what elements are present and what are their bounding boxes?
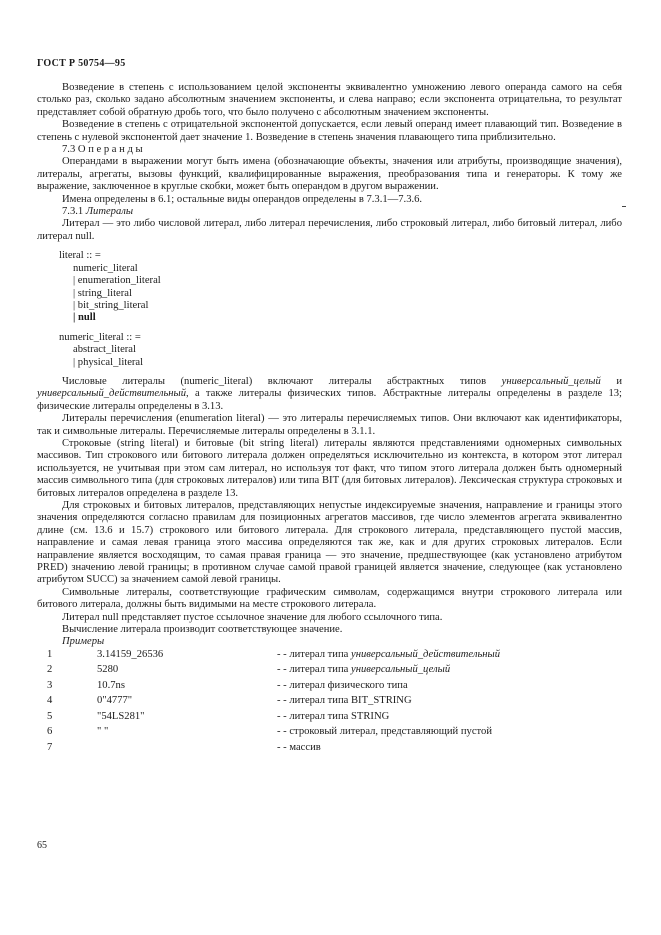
grammar-line: numeric_literal	[73, 262, 138, 274]
examples-title-text: Примеры	[62, 636, 105, 648]
paragraph: Символьные литералы, соответствующие графическим символам, содержащимся внутри строкового литерала или битового литерала, должны быть видимыми на месте строкового литерала.	[37, 586, 622, 611]
example-description	[277, 649, 500, 665]
example-value: "54LS281"	[97, 710, 145, 722]
example-description-text: - - литерал типа BIT_STRING	[277, 695, 412, 707]
example-number: 5	[47, 710, 53, 722]
example-value: " "	[97, 726, 109, 738]
example-row	[47, 726, 500, 742]
grammar-line: abstract_literal	[73, 344, 136, 356]
example-number: 2	[47, 664, 53, 676]
grammar-line: literal :: =	[59, 250, 101, 262]
grammar-block	[37, 250, 622, 369]
grammar-line: | enumeration_literal	[73, 275, 161, 287]
grammar-line: | null	[73, 312, 96, 324]
example-value	[97, 742, 277, 758]
section-number: 7.3.1	[62, 206, 84, 218]
example-description-text: - - строковый литерал, представляющий пустой	[277, 726, 492, 738]
example-description	[277, 680, 500, 696]
example-value: 10.7ns	[97, 679, 125, 691]
example-number: 4	[47, 695, 53, 707]
example-description-text: - - литерал физического типа	[277, 679, 408, 691]
grammar-line: | string_literal	[73, 287, 132, 299]
example-description	[277, 711, 500, 727]
paragraph: Вычисление литерала производит соответствующее значение.	[62, 624, 343, 636]
example-value: 0"4777"	[97, 695, 133, 707]
paragraph: Возведение в степень с использованием целой экспоненты эквивалентно умножению левого операнда самого на себя столько раз, сколько задано абсолютным значением экспоненты, и слева направо; если экспонента отрицательна, то результат представляет собой обратную дробь того, что было получено с абсолютным значением экспоненты.	[37, 82, 622, 118]
paragraph: Литерал — это либо числовой литерал, либо литерал перечисления, либо строковый литерал, либо битовый литерал, либо литерал null.	[37, 218, 622, 242]
example-value: 5280	[97, 664, 119, 676]
example-number: 6	[47, 726, 53, 738]
example-number: 1	[47, 648, 53, 660]
paragraph: Литералы перечисления (enumeration literal) — это литералы перечисляемых типов. Они включают как идентификаторы, так и символьные литералы. Перечисляемые литералы определены в 3.1.1.	[37, 413, 622, 437]
example-row	[47, 649, 500, 665]
section-heading-7-3-1	[37, 206, 622, 218]
example-description	[277, 664, 500, 680]
grammar-line: numeric_literal :: =	[59, 331, 141, 343]
example-row	[47, 695, 500, 711]
example-description	[277, 695, 500, 711]
page-number: 65	[37, 840, 47, 851]
example-number: 3	[47, 679, 53, 691]
text-run: Числовые литералы (numeric_literal) включают литералы абстрактных типов	[62, 375, 502, 387]
example-number: 7	[47, 741, 53, 753]
example-description-text: - - литерал типа	[277, 664, 351, 676]
examples-table	[47, 649, 500, 758]
example-row	[47, 742, 500, 758]
grammar-line: | physical_literal	[73, 356, 144, 368]
example-row	[47, 680, 500, 696]
text-run: универсальный_действительный	[37, 388, 187, 400]
example-row	[47, 711, 500, 727]
example-description	[277, 726, 500, 742]
section-title: Литералы	[85, 206, 134, 218]
text-run: , а также литералы физических типов. Абстрактные литералы определены в разделе 13; физические литералы определены в 3.13.	[37, 388, 622, 412]
example-description-italic: универсальный_действительный	[351, 648, 501, 660]
paragraph	[37, 376, 622, 413]
examples-title	[37, 636, 622, 648]
example-description-text: - - литерал типа	[277, 648, 351, 660]
paragraph: Операндами в выражении могут быть имена (обозначающие объекты, значения или атрибуты, производящие значения), литералы, агрегаты, вызовы функций, квалифицированные выражения, преобразования типа и генераторы. К тому же выражение, заключенное в круглые скобки, может быть операндом в другом выражении.	[37, 156, 622, 193]
body-text	[37, 82, 622, 757]
paragraph: Строковые (string literal) и битовые (bit string literal) литералы являются представлениями одномерных символьных массивов. Тип строкового или битового литерала должен определяться исключительно из контекста, в котором этот литерал используется, не учитывая при этом сам литерал, но используя тот факт, что типом этого литерала должен быть одномерный массив символьного типа (для строковых литералов) или типа BIT (для битовых литералов). Лексическая структура строковых и битовых литералов определена в разделе 13.	[37, 437, 622, 499]
document-header: ГОСТ Р 50754—95	[37, 58, 126, 69]
paragraph: Для строковых и битовых литералов, представляющих непустые индексируемые значения, направление и границы этого значения определяются согласно правилам для позиционных агрегатов массивов, где число элементов агрегата эквивалентно длине (см. 13.6 и 15.7) строкового или битового литерала. Для строкового литерала, представляющего пустой массив, направление и самая левая граница этого массива определяются так же, как и для других строковых литералов. Если направление является восходящим, то самая правая граница — это значение, предшествующее (как установлено атрибутом PRED) значению левой границы; в противном случае самой правой границей является значение, следующее (как установлено атрибутом SUCC) за значением самой левой границы.	[37, 500, 622, 586]
paragraph: Возведение в степень с отрицательной экспонентой допускается, если левый операнд имеет плавающий тип. Возведение в степень с нулевой экспонентой дает значение 1. Возведение в степень значения плавающего типа приблизительно.	[37, 119, 622, 143]
text-run: универсальный_целый	[501, 375, 601, 387]
grammar-line: | bit_string_literal	[73, 299, 149, 311]
margin-mark	[622, 206, 626, 207]
example-value: 3.14159_26536	[97, 648, 164, 660]
example-description-text: - - литерал типа STRING	[277, 710, 390, 722]
example-description-text: - - массив	[277, 741, 321, 753]
text-run: и	[600, 375, 622, 387]
paragraph: Имена определены в 6.1; остальные виды операндов определены в 7.3.1—7.3.6.	[62, 193, 423, 205]
example-row	[47, 664, 500, 680]
section-heading-7-3: 7.3 О п е р а н д ы	[62, 144, 143, 156]
paragraph: Литерал null представляет пустое ссылочное значение для любого ссылочного типа.	[62, 611, 443, 623]
example-description-italic: универсальный_целый	[351, 664, 451, 676]
example-description	[277, 742, 500, 758]
